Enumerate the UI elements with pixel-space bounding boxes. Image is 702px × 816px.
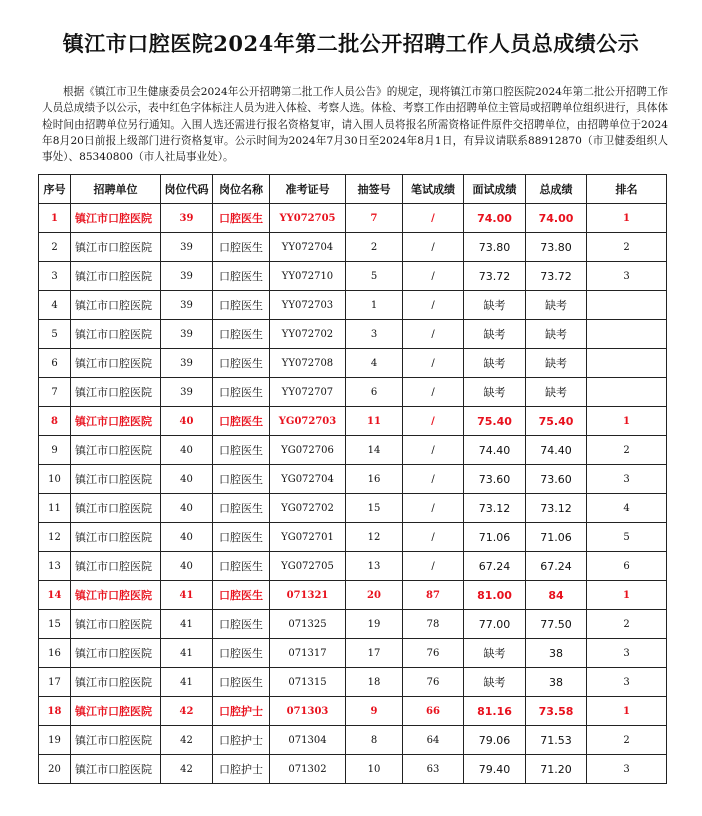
cell-written: 66 — [403, 697, 464, 726]
cell-post: 口腔医生 — [213, 204, 270, 233]
cell-rank: 3 — [587, 465, 667, 494]
cell-seq: 8 — [39, 407, 71, 436]
cell-code: 40 — [161, 407, 213, 436]
cell-interview: 缺考 — [464, 320, 526, 349]
cell-interview: 缺考 — [464, 639, 526, 668]
cell-rank — [587, 378, 667, 407]
cell-total: 缺考 — [526, 349, 587, 378]
cell-rank: 4 — [587, 494, 667, 523]
cell-rank: 3 — [587, 755, 667, 784]
table-row — [39, 407, 667, 436]
cell-interview: 缺考 — [464, 349, 526, 378]
cell-unit: 镇江市口腔医院 — [71, 494, 161, 523]
cell-seq: 10 — [39, 465, 71, 494]
header-code: 岗位代码 — [161, 175, 213, 204]
cell-seq: 20 — [39, 755, 71, 784]
cell-ticket: YY072702 — [270, 320, 346, 349]
cell-total: 缺考 — [526, 320, 587, 349]
results-table — [38, 174, 667, 784]
cell-unit: 镇江市口腔医院 — [71, 523, 161, 552]
cell-post: 口腔医生 — [213, 349, 270, 378]
cell-code: 39 — [161, 262, 213, 291]
cell-lot: 13 — [346, 552, 403, 581]
table-row — [39, 378, 667, 407]
table-row — [39, 494, 667, 523]
cell-interview: 77.00 — [464, 610, 526, 639]
cell-total: 73.60 — [526, 465, 587, 494]
cell-total: 71.53 — [526, 726, 587, 755]
cell-rank: 2 — [587, 726, 667, 755]
cell-post: 口腔医生 — [213, 291, 270, 320]
cell-unit: 镇江市口腔医院 — [71, 291, 161, 320]
cell-seq: 19 — [39, 726, 71, 755]
cell-unit: 镇江市口腔医院 — [71, 233, 161, 262]
cell-lot: 6 — [346, 378, 403, 407]
cell-unit: 镇江市口腔医院 — [71, 378, 161, 407]
cell-rank — [587, 320, 667, 349]
cell-unit: 镇江市口腔医院 — [71, 465, 161, 494]
cell-post: 口腔医生 — [213, 465, 270, 494]
cell-written: 76 — [403, 668, 464, 697]
cell-ticket: YY072704 — [270, 233, 346, 262]
cell-interview: 79.06 — [464, 726, 526, 755]
cell-total: 73.58 — [526, 697, 587, 726]
cell-total: 74.40 — [526, 436, 587, 465]
cell-code: 39 — [161, 378, 213, 407]
cell-written: / — [403, 320, 464, 349]
cell-code: 39 — [161, 233, 213, 262]
cell-interview: 81.00 — [464, 581, 526, 610]
cell-seq: 11 — [39, 494, 71, 523]
cell-ticket: 071321 — [270, 581, 346, 610]
cell-written: 87 — [403, 581, 464, 610]
cell-seq: 5 — [39, 320, 71, 349]
cell-post: 口腔医生 — [213, 320, 270, 349]
cell-unit: 镇江市口腔医院 — [71, 262, 161, 291]
cell-rank: 6 — [587, 552, 667, 581]
cell-lot: 2 — [346, 233, 403, 262]
cell-total: 77.50 — [526, 610, 587, 639]
cell-rank: 1 — [587, 581, 667, 610]
cell-interview: 缺考 — [464, 291, 526, 320]
table-row — [39, 436, 667, 465]
cell-unit: 镇江市口腔医院 — [71, 581, 161, 610]
cell-written: / — [403, 204, 464, 233]
cell-seq: 12 — [39, 523, 71, 552]
table-header-row — [39, 175, 667, 204]
table-row — [39, 204, 667, 233]
cell-lot: 4 — [346, 349, 403, 378]
cell-total: 71.06 — [526, 523, 587, 552]
cell-post: 口腔医生 — [213, 262, 270, 291]
cell-lot: 17 — [346, 639, 403, 668]
cell-interview: 73.72 — [464, 262, 526, 291]
table-row — [39, 581, 667, 610]
cell-interview: 73.80 — [464, 233, 526, 262]
cell-total: 缺考 — [526, 378, 587, 407]
cell-written: 76 — [403, 639, 464, 668]
cell-rank: 5 — [587, 523, 667, 552]
cell-ticket: YG072706 — [270, 436, 346, 465]
cell-code: 40 — [161, 494, 213, 523]
cell-ticket: YG072703 — [270, 407, 346, 436]
cell-post: 口腔医生 — [213, 436, 270, 465]
table-row — [39, 610, 667, 639]
cell-ticket: 071303 — [270, 697, 346, 726]
cell-interview: 缺考 — [464, 668, 526, 697]
cell-total: 74.00 — [526, 204, 587, 233]
header-written: 笔试成绩 — [403, 175, 464, 204]
cell-interview: 74.00 — [464, 204, 526, 233]
cell-ticket: 071325 — [270, 610, 346, 639]
cell-code: 41 — [161, 581, 213, 610]
cell-unit: 镇江市口腔医院 — [71, 349, 161, 378]
cell-code: 42 — [161, 755, 213, 784]
cell-ticket: 071302 — [270, 755, 346, 784]
page-title: 镇江市口腔医院2024年第二批公开招聘工作人员总成绩公示 — [62, 31, 640, 56]
cell-interview: 67.24 — [464, 552, 526, 581]
cell-interview: 71.06 — [464, 523, 526, 552]
cell-code: 42 — [161, 697, 213, 726]
table-row — [39, 726, 667, 755]
table-body — [39, 204, 667, 784]
table-row — [39, 697, 667, 726]
cell-unit: 镇江市口腔医院 — [71, 320, 161, 349]
cell-written: / — [403, 407, 464, 436]
header-seq: 序号 — [39, 175, 71, 204]
cell-total: 71.20 — [526, 755, 587, 784]
cell-post: 口腔医生 — [213, 233, 270, 262]
cell-written: / — [403, 552, 464, 581]
cell-lot: 15 — [346, 494, 403, 523]
cell-total: 73.12 — [526, 494, 587, 523]
cell-total: 84 — [526, 581, 587, 610]
cell-ticket: 071304 — [270, 726, 346, 755]
cell-interview: 79.40 — [464, 755, 526, 784]
cell-code: 40 — [161, 523, 213, 552]
cell-ticket: YG072702 — [270, 494, 346, 523]
cell-post: 口腔医生 — [213, 668, 270, 697]
cell-rank: 1 — [587, 697, 667, 726]
cell-unit: 镇江市口腔医院 — [71, 610, 161, 639]
header-unit: 招聘单位 — [71, 175, 161, 204]
cell-unit: 镇江市口腔医院 — [71, 436, 161, 465]
cell-written: / — [403, 523, 464, 552]
cell-written: / — [403, 349, 464, 378]
cell-seq: 1 — [39, 204, 71, 233]
cell-written: / — [403, 378, 464, 407]
cell-ticket: 071315 — [270, 668, 346, 697]
cell-ticket: YG072704 — [270, 465, 346, 494]
cell-lot: 1 — [346, 291, 403, 320]
cell-code: 40 — [161, 465, 213, 494]
cell-total: 67.24 — [526, 552, 587, 581]
cell-code: 42 — [161, 726, 213, 755]
cell-ticket: YY072703 — [270, 291, 346, 320]
table-row — [39, 668, 667, 697]
cell-lot: 14 — [346, 436, 403, 465]
table-row — [39, 349, 667, 378]
header-total: 总成绩 — [526, 175, 587, 204]
cell-interview: 73.12 — [464, 494, 526, 523]
cell-interview: 81.16 — [464, 697, 526, 726]
cell-written: / — [403, 262, 464, 291]
cell-seq: 18 — [39, 697, 71, 726]
cell-lot: 8 — [346, 726, 403, 755]
cell-lot: 11 — [346, 407, 403, 436]
cell-interview: 75.40 — [464, 407, 526, 436]
cell-unit: 镇江市口腔医院 — [71, 204, 161, 233]
table-row — [39, 523, 667, 552]
table-row — [39, 291, 667, 320]
cell-seq: 13 — [39, 552, 71, 581]
cell-code: 40 — [161, 436, 213, 465]
cell-rank: 3 — [587, 262, 667, 291]
cell-code: 39 — [161, 320, 213, 349]
cell-lot: 10 — [346, 755, 403, 784]
header-rank: 排名 — [587, 175, 667, 204]
cell-written: / — [403, 494, 464, 523]
cell-ticket: YY072710 — [270, 262, 346, 291]
cell-ticket: YY072707 — [270, 378, 346, 407]
table-row — [39, 639, 667, 668]
cell-seq: 3 — [39, 262, 71, 291]
cell-lot: 18 — [346, 668, 403, 697]
cell-total: 73.72 — [526, 262, 587, 291]
cell-lot: 16 — [346, 465, 403, 494]
cell-post: 口腔医生 — [213, 523, 270, 552]
cell-ticket: YG072701 — [270, 523, 346, 552]
cell-rank: 3 — [587, 639, 667, 668]
cell-rank: 2 — [587, 436, 667, 465]
cell-total: 75.40 — [526, 407, 587, 436]
cell-post: 口腔医生 — [213, 639, 270, 668]
cell-rank — [587, 349, 667, 378]
cell-rank: 1 — [587, 407, 667, 436]
cell-rank: 1 — [587, 204, 667, 233]
cell-code: 40 — [161, 552, 213, 581]
table-row — [39, 465, 667, 494]
cell-seq: 2 — [39, 233, 71, 262]
cell-written: 63 — [403, 755, 464, 784]
cell-seq: 6 — [39, 349, 71, 378]
header-post: 岗位名称 — [213, 175, 270, 204]
cell-code: 39 — [161, 349, 213, 378]
cell-unit: 镇江市口腔医院 — [71, 755, 161, 784]
cell-lot: 19 — [346, 610, 403, 639]
cell-code: 41 — [161, 639, 213, 668]
table-row — [39, 262, 667, 291]
cell-interview: 缺考 — [464, 378, 526, 407]
cell-lot: 20 — [346, 581, 403, 610]
cell-unit: 镇江市口腔医院 — [71, 668, 161, 697]
cell-lot: 3 — [346, 320, 403, 349]
cell-code: 41 — [161, 668, 213, 697]
cell-unit: 镇江市口腔医院 — [71, 407, 161, 436]
cell-seq: 4 — [39, 291, 71, 320]
cell-post: 口腔医生 — [213, 610, 270, 639]
cell-interview: 73.60 — [464, 465, 526, 494]
cell-lot: 7 — [346, 204, 403, 233]
cell-rank: 2 — [587, 610, 667, 639]
cell-code: 39 — [161, 291, 213, 320]
cell-post: 口腔护士 — [213, 755, 270, 784]
cell-unit: 镇江市口腔医院 — [71, 639, 161, 668]
cell-lot: 9 — [346, 697, 403, 726]
cell-seq: 16 — [39, 639, 71, 668]
cell-total: 73.80 — [526, 233, 587, 262]
cell-code: 39 — [161, 204, 213, 233]
cell-post: 口腔护士 — [213, 697, 270, 726]
cell-rank: 3 — [587, 668, 667, 697]
cell-post: 口腔医生 — [213, 494, 270, 523]
cell-ticket: YG072705 — [270, 552, 346, 581]
table-row — [39, 320, 667, 349]
cell-ticket: YY072705 — [270, 204, 346, 233]
cell-ticket: YY072708 — [270, 349, 346, 378]
cell-total: 38 — [526, 639, 587, 668]
cell-interview: 74.40 — [464, 436, 526, 465]
notice-paragraph: 根据《镇江市卫生健康委员会2024年公开招聘第二批工作人员公告》的规定，现将镇江市第口腔医院2024年第二批公开招聘工作人员总成绩予以公示，表中红色字体标注人员为进入体检、考察人选。体检、考察工作由招聘单位主管局或招聘单位组织进行，具体体检时间由招聘单位另行通知。入围人选还需进行报名资格复审，请入围人员将报名所需资格证件原件交招聘单位，由招聘单位于2024年8月20日前报上级部门进行资格复审。公示时间为2024年7月30日至2024年8月1日，有异议请联系88912870（市卫健委组织人事处）、85340800（市人社局事业处）。 — [42, 86, 668, 164]
cell-unit: 镇江市口腔医院 — [71, 552, 161, 581]
cell-post: 口腔医生 — [213, 407, 270, 436]
cell-written: / — [403, 291, 464, 320]
table-row — [39, 233, 667, 262]
cell-written: / — [403, 233, 464, 262]
cell-rank: 2 — [587, 233, 667, 262]
cell-post: 口腔护士 — [213, 726, 270, 755]
cell-post: 口腔医生 — [213, 581, 270, 610]
cell-code: 41 — [161, 610, 213, 639]
header-interview: 面试成绩 — [464, 175, 526, 204]
cell-written: / — [403, 465, 464, 494]
cell-unit: 镇江市口腔医院 — [71, 697, 161, 726]
header-ticket: 准考证号 — [270, 175, 346, 204]
cell-post: 口腔医生 — [213, 552, 270, 581]
table-row — [39, 755, 667, 784]
cell-written: 64 — [403, 726, 464, 755]
cell-unit: 镇江市口腔医院 — [71, 726, 161, 755]
cell-total: 38 — [526, 668, 587, 697]
cell-rank — [587, 291, 667, 320]
cell-written: / — [403, 436, 464, 465]
cell-lot: 5 — [346, 262, 403, 291]
cell-written: 78 — [403, 610, 464, 639]
cell-lot: 12 — [346, 523, 403, 552]
table-row — [39, 552, 667, 581]
cell-seq: 15 — [39, 610, 71, 639]
cell-seq: 7 — [39, 378, 71, 407]
cell-ticket: 071317 — [270, 639, 346, 668]
cell-total: 缺考 — [526, 291, 587, 320]
cell-seq: 14 — [39, 581, 71, 610]
cell-post: 口腔医生 — [213, 378, 270, 407]
header-lot: 抽签号 — [346, 175, 403, 204]
cell-seq: 9 — [39, 436, 71, 465]
cell-seq: 17 — [39, 668, 71, 697]
